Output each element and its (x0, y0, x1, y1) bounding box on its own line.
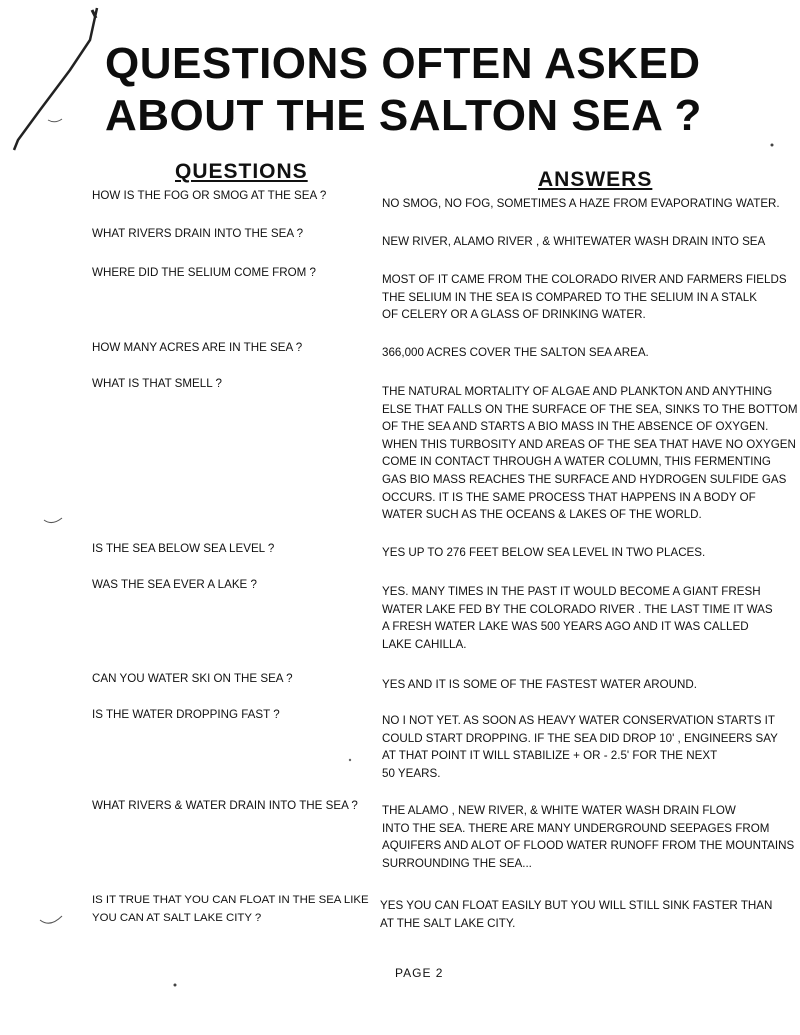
answer-line: AT THE SALT LAKE CITY. (380, 916, 516, 930)
answer-float (380, 897, 790, 932)
question-line: IS THE WATER DROPPING FAST ? (92, 708, 280, 721)
answer-line: YES. MANY TIMES IN THE PAST IT WOULD BECOME A GIANT FRESH (382, 585, 761, 598)
question-dropping (92, 706, 377, 724)
questions-header: QUESTIONS (175, 160, 308, 183)
answer-line: OF THE SEA AND STARTS A BIO MASS IN THE ABSENCE OF OXYGEN. (382, 420, 769, 434)
answer-line: NO I NOT YET. AS SOON AS HEAVY WATER CONSERVATION STARTS IT (382, 714, 775, 727)
question-fog (92, 187, 377, 205)
page-title-line-2: ABOUT THE SALTON SEA ? (105, 91, 702, 140)
answer-line: 50 YEARS. (382, 766, 441, 780)
question-rivers-water (92, 797, 377, 815)
answer-line: A FRESH WATER LAKE WAS 500 YEARS AGO AND IT WAS CALLED (382, 620, 749, 634)
question-sea-level (92, 540, 377, 558)
answer-line: YES UP TO 276 FEET BELOW SEA LEVEL IN TWO PLACES. (382, 546, 706, 559)
answers-header: ANSWERS (538, 168, 653, 191)
answer-line: WATER LAKE FED BY THE COLORADO RIVER . THE LAST TIME IT WAS (382, 602, 773, 616)
answer-smell (382, 383, 798, 524)
question-water-ski (92, 670, 377, 688)
answer-line: 366,000 ACRES COVER THE SALTON SEA AREA. (382, 346, 649, 359)
scan-speck (40, 916, 62, 923)
scan-speck (44, 518, 62, 523)
answer-line: YES AND IT IS SOME OF THE FASTEST WATER AROUND. (382, 678, 698, 691)
answer-line: MOST OF IT CAME FROM THE COLORADO RIVER AND FARMERS FIELDS (382, 273, 787, 286)
answer-selium (382, 271, 792, 324)
answer-rivers (382, 233, 792, 251)
question-line: WHERE DID THE SELIUM COME FROM ? (92, 266, 316, 279)
question-selium (92, 264, 377, 282)
answer-dropping (382, 712, 792, 782)
page-title (105, 38, 765, 142)
answer-line: COME IN CONTACT THROUGH A WATER COLUMN, THIS FERMENTING (382, 455, 771, 469)
answer-line: NO SMOG, NO FOG, SOMETIMES A HAZE FROM EVAPORATING WATER. (382, 197, 780, 210)
answer-line: LAKE CAHILLA. (382, 637, 467, 651)
answer-line: WATER SUCH AS THE OCEANS & LAKES OF THE WORLD. (382, 508, 702, 522)
question-line: WHAT RIVERS & WATER DRAIN INTO THE SEA ? (92, 799, 358, 812)
answer-line: AQUIFERS AND ALOT OF FLOOD WATER RUNOFF FROM THE MOUNTAINS (382, 839, 795, 853)
pen-stroke-tip (92, 10, 96, 18)
answer-lake (382, 583, 792, 653)
answer-line: YES YOU CAN FLOAT EASILY BUT YOU WILL STILL SINK FASTER THAN (380, 899, 773, 912)
question-line: IS THE SEA BELOW SEA LEVEL ? (92, 542, 275, 555)
question-line: CAN YOU WATER SKI ON THE SEA ? (92, 672, 293, 685)
answer-water-ski (382, 676, 792, 694)
scan-speck (771, 144, 774, 147)
answer-sea-level (382, 544, 792, 562)
question-acres (92, 339, 377, 357)
answer-line: AT THAT POINT IT WILL STABILIZE + OR - 2.5' FOR THE NEXT (382, 749, 718, 763)
answer-line: THE SELIUM IN THE SEA IS COMPARED TO THE SELIUM IN A STALK (382, 290, 757, 304)
scan-speck (48, 119, 62, 122)
question-line: HOW IS THE FOG OR SMOG AT THE SEA ? (92, 189, 327, 202)
scan-speck (349, 759, 351, 761)
page-title-line-1: QUESTIONS OFTEN ASKED (105, 39, 701, 88)
question-line: WHAT IS THAT SMELL ? (92, 377, 222, 390)
question-smell (92, 375, 377, 393)
answer-line: OF CELERY OR A GLASS OF DRINKING WATER. (382, 308, 646, 322)
answer-line: SURROUNDING THE SEA... (382, 856, 532, 870)
question-float (92, 892, 377, 927)
answer-line: THE NATURAL MORTALITY OF ALGAE AND PLANKTON AND ANYTHING (382, 385, 773, 398)
question-line: WAS THE SEA EVER A LAKE ? (92, 578, 257, 591)
question-line: HOW MANY ACRES ARE IN THE SEA ? (92, 341, 303, 354)
question-line: YOU CAN AT SALT LAKE CITY ? (92, 911, 262, 924)
question-lake (92, 576, 377, 594)
question-line: WHAT RIVERS DRAIN INTO THE SEA ? (92, 227, 304, 240)
question-rivers (92, 225, 377, 243)
question-line: IS IT TRUE THAT YOU CAN FLOAT IN THE SEA LIKE (92, 894, 369, 906)
answer-line: NEW RIVER, ALAMO RIVER , & WHITEWATER WASH DRAIN INTO SEA (382, 235, 766, 248)
answer-line: THE ALAMO , NEW RIVER, & WHITE WATER WASH DRAIN FLOW (382, 804, 736, 817)
scan-speck (174, 984, 177, 987)
page-number: PAGE 2 (395, 966, 444, 980)
answer-line: WHEN THIS TURBOSITY AND AREAS OF THE SEA THAT HAVE NO OXYGEN (382, 437, 796, 451)
answer-line: COULD START DROPPING. IF THE SEA DID DROP 10' , ENGINEERS SAY (382, 731, 778, 745)
answer-line: OCCURS. IT IS THE SAME PROCESS THAT HAPPENS IN A BODY OF (382, 490, 756, 504)
answer-line: GAS BIO MASS REACHES THE SURFACE AND HYDROGEN SULFIDE GAS (382, 472, 787, 486)
answer-rivers-water (382, 802, 795, 872)
answer-acres (382, 344, 792, 362)
pen-stroke-mark (14, 8, 97, 150)
answer-fog (382, 195, 792, 213)
answer-line: ELSE THAT FALLS ON THE SURFACE OF THE SEA, SINKS TO THE BOTTOM (382, 402, 798, 416)
answer-line: INTO THE SEA. THERE ARE MANY UNDERGROUND SEEPAGES FROM (382, 821, 770, 835)
